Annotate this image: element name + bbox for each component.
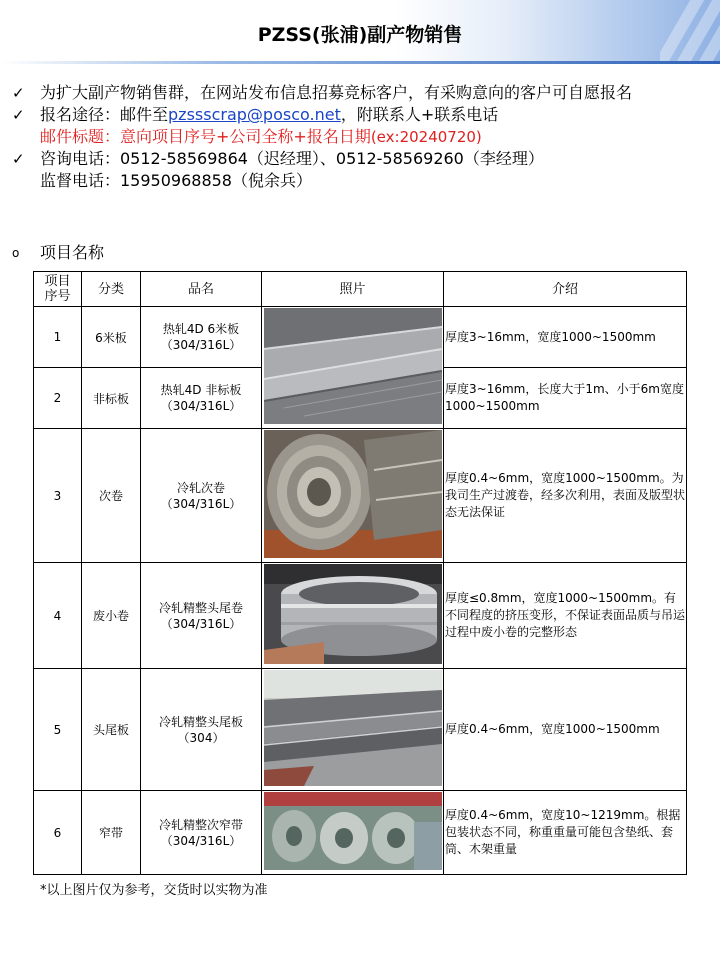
- row-seq: 2: [34, 368, 82, 429]
- product-grade: （304/316L）: [160, 399, 242, 413]
- table-row: [34, 307, 687, 368]
- row-product: [141, 669, 262, 791]
- product-name: 冷轧次卷: [176, 480, 225, 495]
- consult-phone: 咨询电话：0512-58569864（迟经理）、0512-58569260（李经理）: [40, 149, 544, 168]
- section-heading: [10, 242, 104, 264]
- row-seq: 6: [34, 791, 82, 875]
- product-name: 冷轧精整头尾卷: [158, 600, 243, 615]
- email-subject-label: 邮件标题：意向项目序号+公司全称+报名日期: [40, 127, 371, 146]
- product-name: 冷轧精整次窄带: [158, 817, 243, 832]
- row-seq: 1: [34, 307, 82, 368]
- table-row: [34, 563, 687, 669]
- row-intro: 厚度≤0.8mm，宽度1000~1500mm。有不同程度的挤压变形，不保证表面品质与吊运过程中废小卷的完整形态: [444, 563, 687, 669]
- bullet-3: [10, 148, 710, 192]
- row-intro: 厚度0.4~6mm，宽度1000~1500mm。为我司生产过渡卷，经多次利用，表面及版型状态无法保证: [444, 429, 687, 563]
- row-seq: 3: [34, 429, 82, 563]
- coil-photo: [264, 430, 442, 558]
- row-product: [141, 368, 262, 429]
- row-intro: 厚度3~16mm，长度大于1m、小于6m宽度1000~1500mm: [444, 368, 687, 429]
- email-link[interactable]: pzssscrap@posco.net: [168, 105, 341, 124]
- row-intro: 厚度0.4~6mm，宽度1000~1500mm: [444, 669, 687, 791]
- table-header-row: [34, 272, 687, 307]
- bullet-2: [10, 104, 710, 148]
- row-category: 头尾板: [82, 669, 141, 791]
- product-name: 冷轧精整头尾板: [158, 714, 243, 729]
- check-icon: ✓: [12, 106, 25, 124]
- row-intro: 厚度0.4~6mm，宽度10~1219mm。根据包装状态不同，称重重量可能包含垫纸、套筒、木架重量: [444, 791, 687, 875]
- email-subject-example: (ex:20240720): [370, 128, 482, 146]
- signup-method-suffix: ，附联系人+联系电话: [340, 105, 499, 124]
- info-bullets: [10, 82, 710, 192]
- header-seq: 项目序号: [34, 272, 82, 307]
- small-coil-photo: [264, 564, 442, 664]
- photo-cell: [262, 791, 444, 875]
- product-name: 热轧4D 非标板: [160, 383, 242, 397]
- steel-plates-photo: [264, 308, 442, 424]
- row-product: [141, 791, 262, 875]
- header-product: 品名: [141, 272, 262, 307]
- narrow-strip-photo: [264, 792, 442, 870]
- product-grade: （304/316L）: [160, 616, 242, 631]
- supervise-phone: 监督电话：15950968858（倪余兵）: [40, 171, 312, 190]
- section-title: 项目名称: [40, 243, 105, 262]
- signup-method-label: 报名途径：邮件至: [40, 105, 169, 124]
- header-category: 分类: [82, 272, 141, 307]
- product-grade: （304）: [177, 730, 225, 745]
- footer-note: *以上图片仅为参考，交货时以实物为准: [40, 883, 268, 898]
- row-product: [141, 307, 262, 368]
- row-category: 窄带: [82, 791, 141, 875]
- product-grade: （304/316L）: [160, 496, 242, 511]
- header-photo: 照片: [262, 272, 444, 307]
- table-row: [34, 429, 687, 563]
- row-intro: 厚度3~16mm，宽度1000~1500mm: [444, 307, 687, 368]
- bullet-1: [10, 82, 710, 104]
- header-intro: 介绍: [444, 272, 687, 307]
- photo-cell: [262, 669, 444, 791]
- product-table: [33, 271, 687, 875]
- row-category: 次卷: [82, 429, 141, 563]
- page-title: PZSS(张浦)副产物销售: [257, 24, 463, 46]
- photo-cell: [262, 429, 444, 563]
- row-category: 6米板: [82, 307, 141, 368]
- product-grade: （304/316L）: [160, 338, 242, 352]
- photo-cell: [262, 563, 444, 669]
- check-icon: ✓: [12, 150, 25, 168]
- row-product: [141, 429, 262, 563]
- circle-bullet-icon: o: [12, 246, 20, 260]
- row-category: 废小卷: [82, 563, 141, 669]
- product-grade: （304/316L）: [160, 833, 242, 848]
- check-icon: ✓: [12, 84, 25, 102]
- product-name: 热轧4D 6米板: [162, 322, 240, 336]
- photo-cell: [262, 307, 444, 429]
- bullet-1-text: 为扩大副产物销售群，在网站发布信息招募竞标客户，有采购意向的客户可自愿报名: [40, 83, 633, 102]
- head-tail-plates-photo: [264, 670, 442, 786]
- row-seq: 5: [34, 669, 82, 791]
- table-row: [34, 791, 687, 875]
- header-banner: [0, 0, 720, 62]
- header-decoration: [660, 0, 720, 62]
- header-divider: [0, 61, 720, 64]
- row-category: 非标板: [82, 368, 141, 429]
- table-row: [34, 669, 687, 791]
- row-product: [141, 563, 262, 669]
- row-seq: 4: [34, 563, 82, 669]
